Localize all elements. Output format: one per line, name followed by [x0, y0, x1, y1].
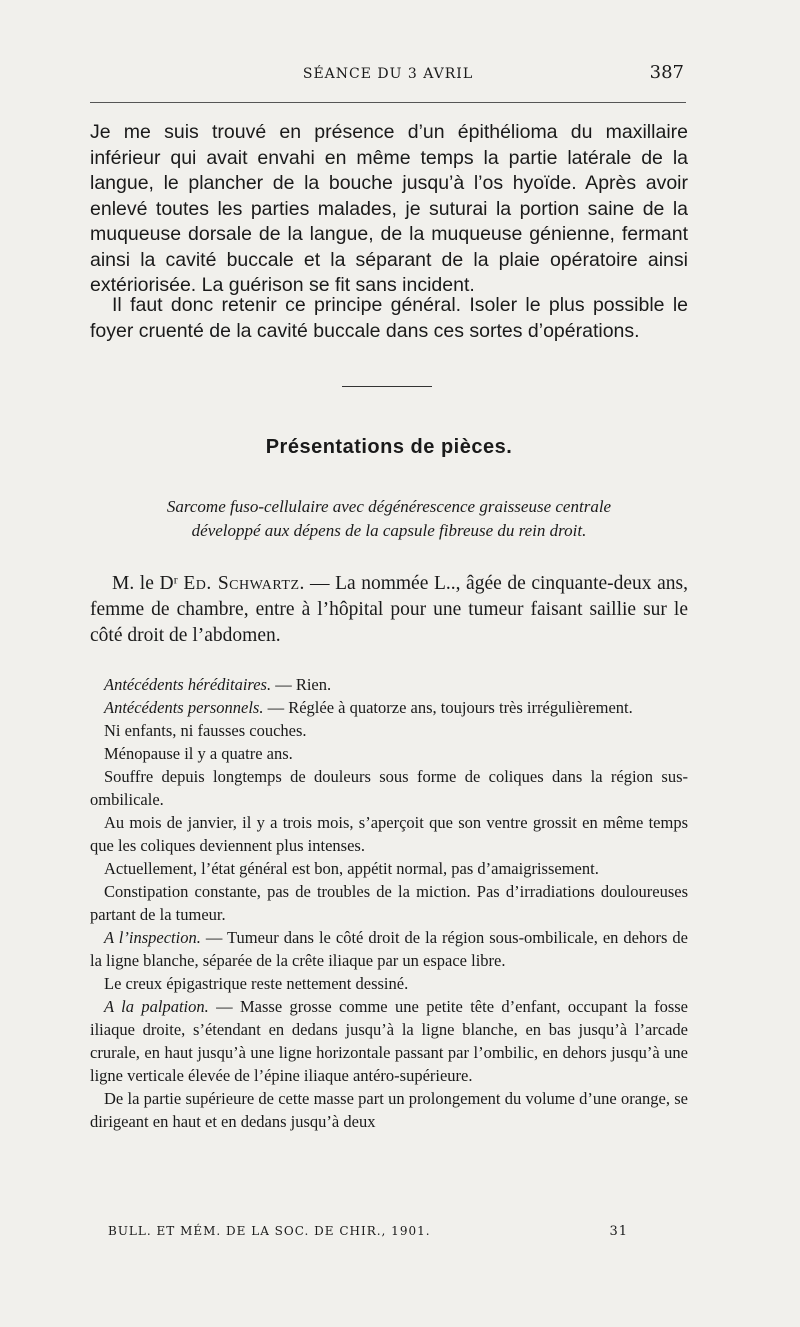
case-text: Ménopause il y a quatre ans. — [104, 744, 293, 763]
presentation-paragraph — [90, 571, 688, 649]
case-text: — Rien. — [271, 675, 332, 694]
case-paragraph — [90, 811, 688, 857]
case-text: Constipation constante, pas de troubles de la miction. Pas d’irradiations douloureuses partant de la tumeur. — [90, 882, 688, 924]
case-text: Souffre depuis longtemps de douleurs sous forme de coliques dans la région sus-ombilicale. — [90, 767, 688, 809]
case-text: Actuellement, l’état général est bon, appétit normal, pas d’amaigrissement. — [104, 859, 599, 878]
case-label: Antécédents personnels. — [104, 698, 264, 717]
case-paragraph — [90, 673, 688, 696]
running-header — [90, 62, 686, 86]
case-text: Le creux épigastrique reste nettement dessiné. — [104, 974, 409, 993]
case-paragraph — [90, 857, 688, 880]
presentation-body: La nommée L.., âgée de cinquante-deux ans, femme de chambre, entre à l’hôpital pour une tumeur faisant saillie sur le côté droit de l’abdomen. — [90, 573, 688, 646]
case-paragraph — [90, 995, 688, 1087]
case-paragraph — [90, 1087, 688, 1133]
case-paragraph — [90, 742, 688, 765]
speaker-name: Ed. Schwartz — [183, 573, 300, 594]
case-paragraph — [90, 696, 688, 719]
case-text: — Masse grosse comme une petite tête d’enfant, occupant la fosse iliaque droite, s’étendant en dedans jusqu’à la ligne blanche, en bas jusqu’à l’arcade crurale, en haut jusqu’à une ligne horizontale passant par l’ombilic, en dehors jusqu’à une ligne verticale élevée de l’épine iliaque antéro-supérieure. — [90, 997, 688, 1085]
case-text: De la partie supérieure de cette masse part un prolongement du volume d’une orange, se dirigeant en haut et en dedans jusqu’à deux — [90, 1089, 688, 1131]
case-label: A la palpation. — [104, 997, 209, 1016]
speaker-prefix: M. le Dʳ — [112, 573, 184, 594]
case-paragraph — [90, 765, 688, 811]
case-label: Antécédents héréditaires. — [104, 675, 272, 694]
journal-reference: BULL. ET MÉM. DE LA SOC. DE CHIR., 1901. — [108, 1224, 431, 1238]
page-number: 387 — [649, 62, 684, 83]
header-rule — [90, 102, 686, 103]
paragraph-text: Je me suis trouvé en présence d’un épithélioma du maxillaire inférieur qui avait envahi en même temps la partie latérale de la langue, le plancher de la bouche jusqu’à l’os hyoïde. Après avoir enlevé toutes les parties malades, je suturai la portion saine de la muqueuse dorsale de la langue, de la muqueuse génienne, fermant ainsi la cavité buccale et la séparant de la plaie opératoire ainsi extériorisée. La guérison se fit sans incident. — [90, 121, 688, 296]
case-paragraph — [90, 972, 688, 995]
case-text: Ni enfants, ni fausses couches. — [104, 721, 307, 740]
case-history — [90, 673, 688, 1133]
case-text: Au mois de janvier, il y a trois mois, s’aperçoit que son ventre grossit en même temps que les coliques deviennent plus intenses. — [90, 813, 688, 855]
case-text: — Tumeur dans le côté droit de la région sous-ombilicale, en dehors de la ligne blanche, séparée de la crête iliaque par un espace libre. — [90, 928, 688, 970]
running-title: SÉANCE DU 3 AVRIL — [302, 66, 474, 82]
case-text: — Réglée à quatorze ans, toujours très irrégulièrement. — [263, 698, 633, 717]
case-paragraph — [90, 926, 688, 972]
subtitle-line: développé aux dépens de la capsule fibreuse du rein droit. — [191, 521, 587, 540]
subtitle-line: Sarcome fuso-cellulaire avec dégénérescence graisseuse centrale — [166, 497, 612, 516]
section-separator — [342, 386, 432, 387]
paragraph-epithelioma — [90, 120, 688, 299]
section-title: Présentations de pièces. — [265, 436, 513, 458]
case-paragraph — [90, 880, 688, 926]
presentation-text — [90, 571, 688, 649]
paragraph-principle — [90, 293, 688, 344]
case-subtitle — [90, 495, 688, 543]
paragraph-text: Il faut donc retenir ce principe général. Isoler le plus possible le foyer cruenté de la cavité buccale dans ces sortes d’opérations. — [90, 294, 688, 342]
case-paragraph — [90, 719, 688, 742]
case-label: A l’inspection. — [104, 928, 201, 947]
speaker-suffix: . — — [299, 573, 336, 594]
signature-mark: 31 — [609, 1224, 628, 1239]
